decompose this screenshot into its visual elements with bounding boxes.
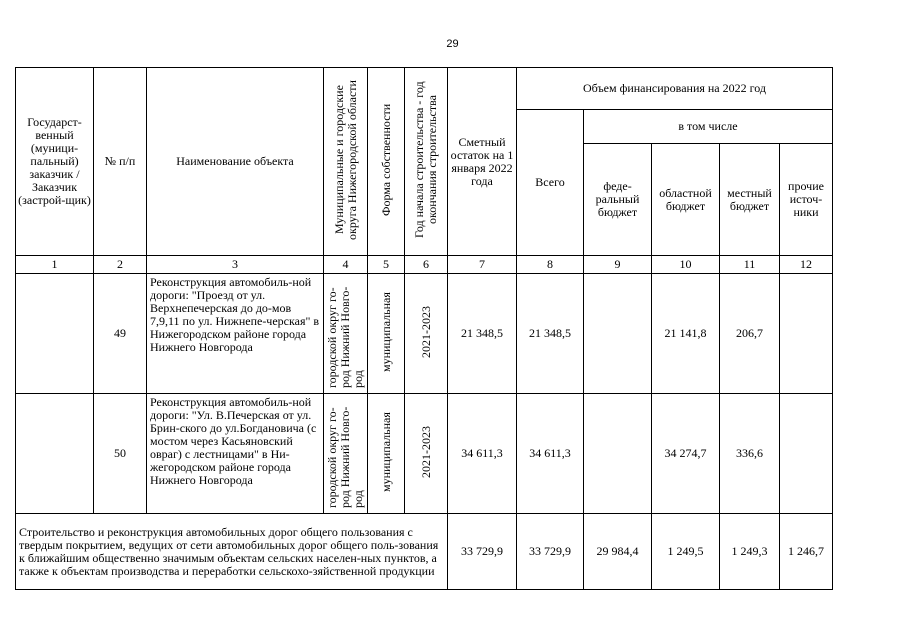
summary-federal: 29 984,4 [584,514,652,590]
summary-row [16,514,833,590]
table-row [16,274,833,394]
summary-regional: 1 249,5 [652,514,720,590]
header-municipality-text: Муниципальные и городские округа Нижегородской области [331,80,359,240]
col-number: 5 [368,256,405,274]
row-ownership-text: муниципальная [378,412,393,492]
col-number: 8 [517,256,584,274]
row-ownership [368,274,405,394]
header-object-name: Наименование объекта [147,68,324,256]
financing-table [15,67,833,590]
row-other [780,274,833,394]
col-number: 2 [94,256,147,274]
row-estimate: 34 611,3 [448,394,517,514]
header-regional: областной бюджет [652,144,720,256]
col-number: 1 [16,256,94,274]
row-years-text: 2021-2023 [418,306,433,358]
header-municipality [324,68,368,256]
page-number: 29 [446,38,459,50]
header-federal: феде-ральный бюджет [584,144,652,256]
row-years [405,274,448,394]
row-municipality-text: городской округ го-род Нижний Новго-род [325,406,365,508]
col-number: 3 [147,256,324,274]
row-years [405,394,448,514]
row-other [780,394,833,514]
row-ownership [368,394,405,514]
row-estimate: 21 348,5 [448,274,517,394]
row-total: 34 611,3 [517,394,584,514]
column-number-row [16,256,833,274]
row-object-name: Реконструкция автомобиль-ной дороги: "Проезд от ул. Верхнепечерская до до-мов 7,9,11 по ул. Нижнепе-черская" в Нижегородском районе города Нижнего Новгорода [147,274,324,394]
col-number: 9 [584,256,652,274]
header-local: местный бюджет [720,144,780,256]
col-number: 4 [324,256,368,274]
row-regional: 34 274,7 [652,394,720,514]
header-total: Всего [517,110,584,256]
summary-other: 1 246,7 [780,514,833,590]
row-federal [584,394,652,514]
header-customer: Государст-венный (муници-пальный) заказчик / Заказчик (застрой-щик) [16,68,94,256]
summary-total: 33 729,9 [517,514,584,590]
row-local: 336,6 [720,394,780,514]
header-years-text: Год начала строительства - год окончания строительства [412,81,439,239]
header-including: в том числе [584,110,833,144]
header-years [405,68,448,256]
header-estimate: Сметный остаток на 1 января 2022 года [448,68,517,256]
header-no: № п/п [94,68,147,256]
row-object-name: Реконструкция автомобиль-ной дороги: "Ул. В.Печерская от ул. Брин-ского до ул.Богдановича (с мостом через Касьяновский овраг) с лестницами" в Ни-жегородском районе города Нижнего Новгорода [147,394,324,514]
row-no: 49 [94,274,147,394]
summary-local: 1 249,3 [720,514,780,590]
row-municipality-text: городской округ го-род Нижний Новго-род [325,286,365,388]
row-no: 50 [94,394,147,514]
table-row [16,394,833,514]
row-total: 21 348,5 [517,274,584,394]
header-other: прочие источ-ники [780,144,833,256]
row-federal [584,274,652,394]
row-customer [16,394,94,514]
col-number: 6 [405,256,448,274]
row-local: 206,7 [720,274,780,394]
row-years-text: 2021-2023 [418,426,433,478]
row-regional: 21 141,8 [652,274,720,394]
col-number: 10 [652,256,720,274]
summary-estimate: 33 729,9 [448,514,517,590]
header-ownership-text: Форма собственности [378,103,393,217]
col-number: 12 [780,256,833,274]
row-municipality [324,394,368,514]
row-municipality [324,274,368,394]
header-ownership [368,68,405,256]
row-ownership-text: муниципальная [378,292,393,372]
header-financing: Объем финансирования на 2022 год [517,68,833,110]
col-number: 7 [448,256,517,274]
col-number: 11 [720,256,780,274]
summary-text: Строительство и реконструкция автомобильных дорог общего пользования с твердым покрытием, ведущих от сети автомобильных дорог общего поль-зования к ближайшим общественно значимым объектам сельских населен-ных пунктов, а также к объектам производства и переработки сельскохо-зяйственной продукции [16,514,448,590]
row-customer [16,274,94,394]
